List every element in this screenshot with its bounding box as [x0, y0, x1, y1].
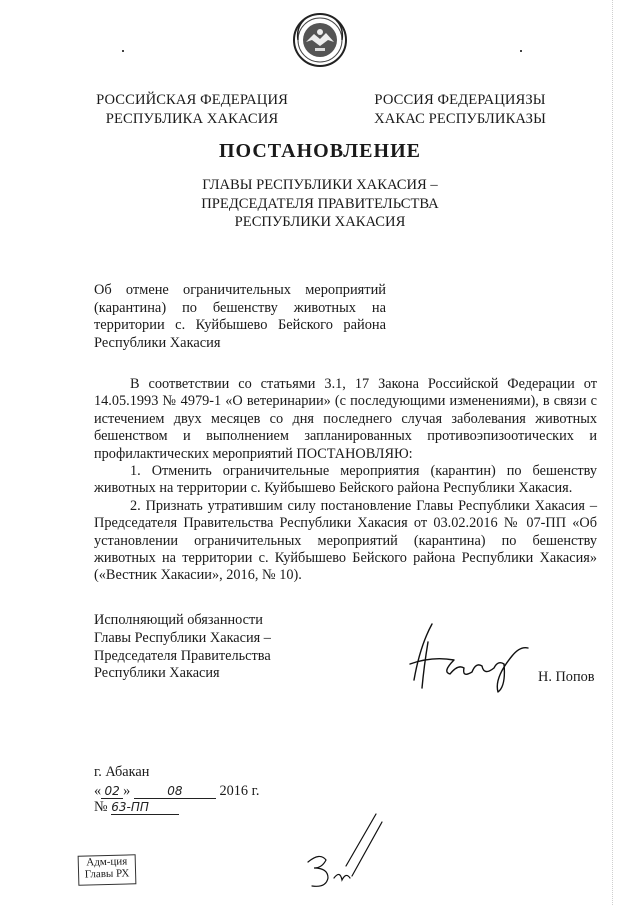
date-close-quote: » — [123, 783, 131, 799]
document-title: ПОСТАНОВЛЕНИЕ — [219, 140, 421, 162]
handwritten-initials — [300, 806, 390, 896]
date-year: 2016 г. — [219, 783, 260, 799]
document-subtitle — [150, 176, 490, 232]
date-day: 02 — [101, 784, 123, 799]
subtitle-line1: ГЛАВЫ РЕСПУБЛИКИ ХАКАСИЯ – — [202, 177, 438, 193]
scan-dot — [122, 50, 124, 52]
subtitle-line3: РЕСПУБЛИКИ ХАКАСИЯ — [234, 214, 406, 230]
handwritten-signature — [402, 616, 542, 696]
document-body — [94, 376, 597, 585]
signatory-name: Н. Попов — [538, 669, 595, 685]
scan-dot — [520, 50, 522, 52]
header-left — [92, 91, 292, 129]
document-number — [94, 799, 214, 819]
signing-place: г. Абакан — [94, 764, 150, 780]
signatory-block — [94, 612, 334, 683]
number-value: 63-ПП — [111, 800, 179, 815]
header-left-line1: РОССИЙСКАЯ ФЕДЕРАЦИЯ — [96, 92, 288, 108]
subtitle-line2: ПРЕДСЕДАТЕЛЯ ПРАВИТЕЛЬСТВА — [201, 195, 439, 212]
scan-edge — [612, 0, 614, 905]
header-right-line1: РОССИЯ ФЕДЕРАЦИЯЗЫ — [374, 92, 546, 108]
coat-of-arms-icon — [292, 10, 348, 70]
header-right — [360, 91, 560, 129]
stamp-line1: Адм-ция — [86, 855, 128, 869]
stamp-line2: Главы РХ — [84, 867, 130, 881]
header-left-line2: РЕСПУБЛИКА ХАКАСИЯ — [105, 111, 279, 127]
body-paragraph-preamble: В соответствии со статьями 3.1, 17 Закона Российской Федерации от 14.05.1993 № 4979-1 «О ветеринарии» (с последующими изменениями), в связи с истечением двух месяцев со дня последнего случая заболевания животных бешенством и выполнением запланированных противоэпизоотических и профилактических мероприятий ПОСТАНОВЛЯЮ: — [94, 376, 597, 462]
signatory-line2: Главы Республики Хакасия – — [94, 629, 271, 646]
signatory-line1: Исполняющий обязанности — [94, 612, 263, 628]
number-sign: № — [94, 799, 108, 815]
date-month: 08 — [134, 784, 216, 799]
body-paragraph-item-1: 1. Отменить ограничительные мероприятия (карантин) по бешенству животных на территории с. Куйбышево Бейского района Республики Хакасия. — [94, 463, 597, 497]
registration-stamp — [78, 854, 137, 886]
document-subject: Об отмене ограничительных мероприятий (карантина) по бешенству животных на территории с. Куйбышево Бейского района Республики Хакасия — [94, 282, 386, 351]
body-paragraph-item-2: 2. Признать утратившим силу постановление Главы Республики Хакасия – Председателя Правительства Республики Хакасия от 03.02.2016 № 07-ПП «Об установлении ограничительных мероприятий (карантина) по бешенству животных на территории с. Куйбышево Бейского района Республики Хакасия» («Вестник Хакасии», 2016, № 10). — [94, 497, 597, 584]
date-open-quote: « — [94, 783, 102, 799]
header-right-line2: ХАКАС РЕСПУБЛИКАЗЫ — [374, 111, 546, 127]
signatory-line4: Республики Хакасия — [94, 665, 220, 682]
signatory-line3: Председателя Правительства — [94, 647, 271, 664]
